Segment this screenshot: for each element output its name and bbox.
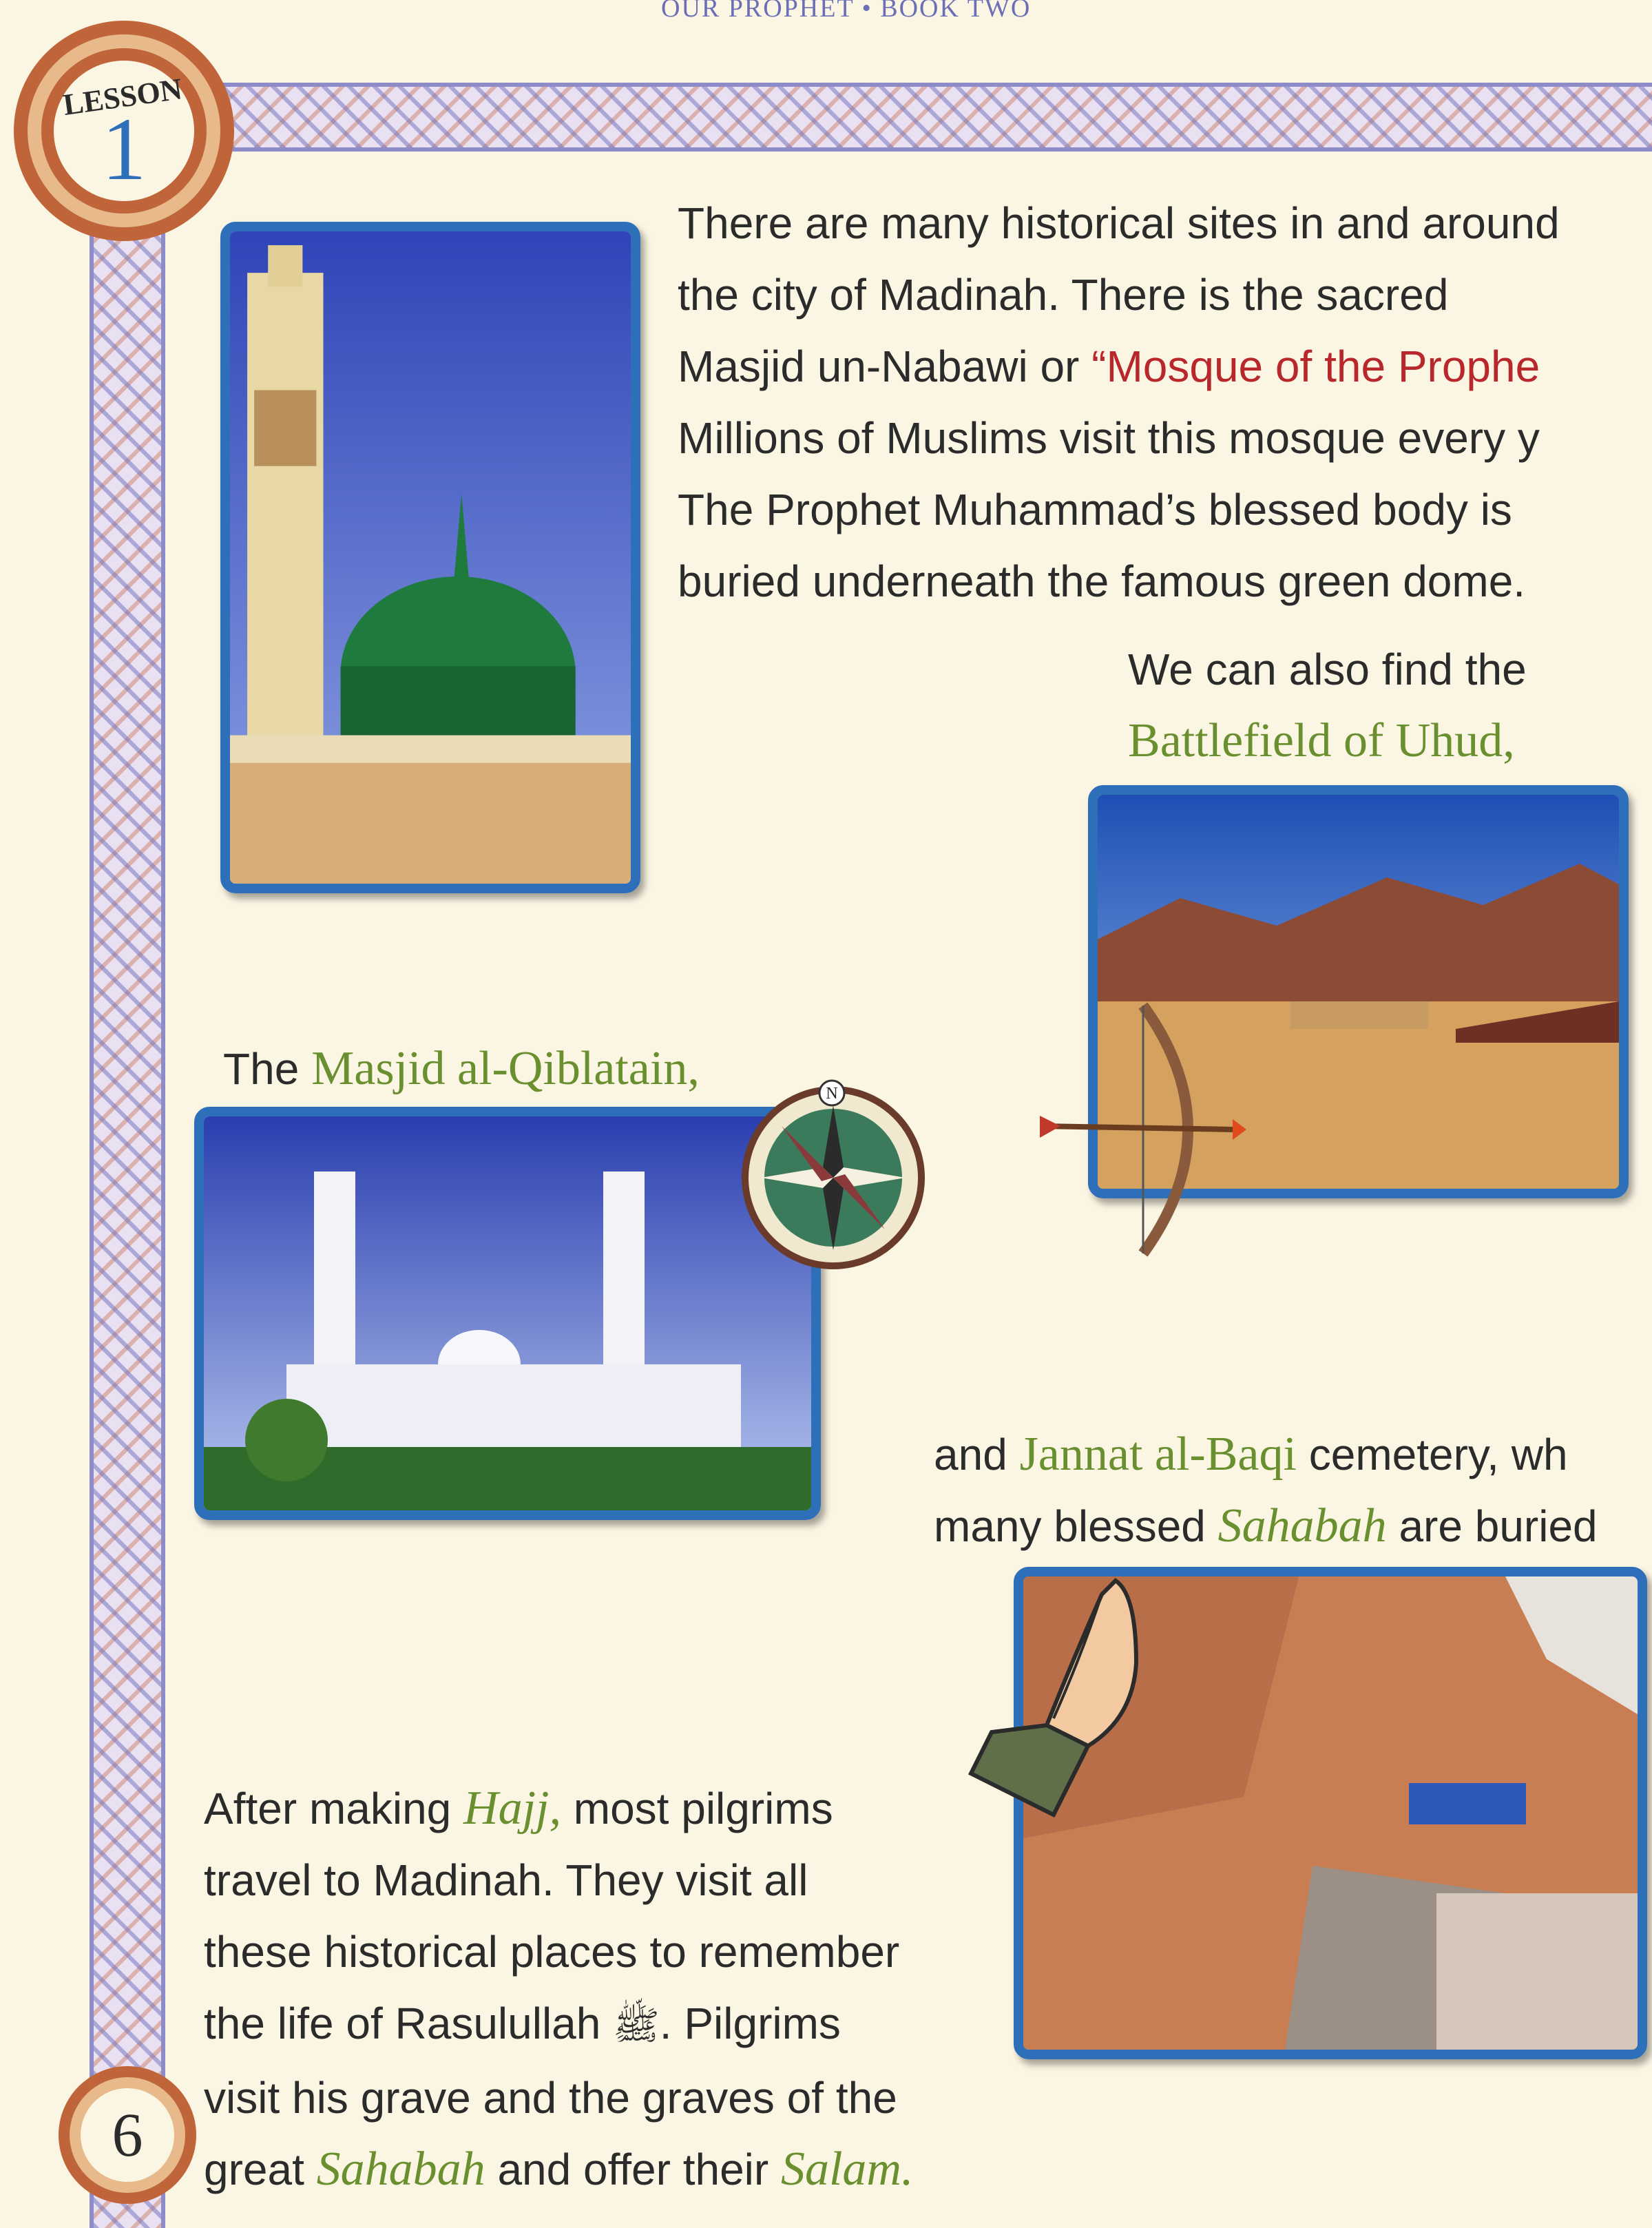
page-number-badge <box>55 2059 200 2211</box>
bow-arrow-icon <box>1033 992 1246 1267</box>
uhud-caption <box>1128 634 1527 777</box>
running-header: OUR PROPHET • BOOK TWO <box>661 0 1032 23</box>
baqi-line-1: and Jannat al-Baqi cemetery, wh <box>934 1428 1568 1481</box>
baqi-name: Jannat al-Baqi <box>1019 1428 1297 1481</box>
intro-line-3: Masjid un-Nabawi or “Mosque of the Prophe <box>678 342 1540 391</box>
qiblatain-caption <box>223 1033 700 1105</box>
hajj-line-4: the life of Rasulullah ﷺ. Pilgrims <box>204 1999 841 2048</box>
page-number: 6 <box>112 2101 143 2169</box>
lesson-label: LESSON <box>61 72 185 122</box>
compass-icon <box>740 1078 926 1271</box>
hajj-line-2: travel to Madinah. They visit all <box>204 1855 808 1905</box>
uhud-line-1: We can also find the <box>1128 645 1527 694</box>
hajj-line-3: these historical places to remember <box>204 1927 900 1977</box>
intro-paragraph <box>678 187 1652 617</box>
qiblatain-line: The Masjid al-Qiblatain, <box>223 1042 700 1095</box>
hajj-line-5: visit his grave and the graves of the <box>204 2073 897 2123</box>
qiblatain-name: Masjid al-Qiblatain, <box>311 1042 700 1095</box>
intro-line-1: There are many historical sites in and around <box>678 198 1560 248</box>
honorific-glyph: ﷺ <box>613 2003 660 2048</box>
intro-line-5: The Prophet Muhammad’s blessed body is <box>678 485 1512 534</box>
photo-masjid-qiblatain <box>194 1107 821 1520</box>
baqi-caption <box>934 1419 1598 1562</box>
intro-line-6: buried underneath the famous green dome. <box>678 556 1526 606</box>
uhud-name: Battlefield of Uhud, <box>1128 714 1515 767</box>
intro-line-2: the city of Madinah. There is the sacred <box>678 270 1449 320</box>
baqi-line-2: many blessed Sahabah are buried <box>934 1499 1598 1552</box>
lesson-number: 1 <box>101 100 147 199</box>
hajj-line-1: After making Hajj, most pilgrims <box>204 1782 833 1835</box>
praying-hands-icon <box>964 1567 1178 1829</box>
lesson-badge <box>0 14 255 248</box>
top-decorative-border <box>103 83 1652 152</box>
hajj-line-6: great Sahabah and offer their Salam. <box>204 2143 914 2196</box>
left-decorative-border <box>90 207 165 2228</box>
hajj-paragraph <box>204 1773 913 2205</box>
intro-line-4: Millions of Muslims visit this mosque every y <box>678 413 1540 463</box>
mosque-of-prophet-highlight: “Mosque of the Prophe <box>1091 342 1540 391</box>
compass-north-label: N <box>826 1085 838 1103</box>
photo-masjid-nabawi <box>220 222 640 893</box>
